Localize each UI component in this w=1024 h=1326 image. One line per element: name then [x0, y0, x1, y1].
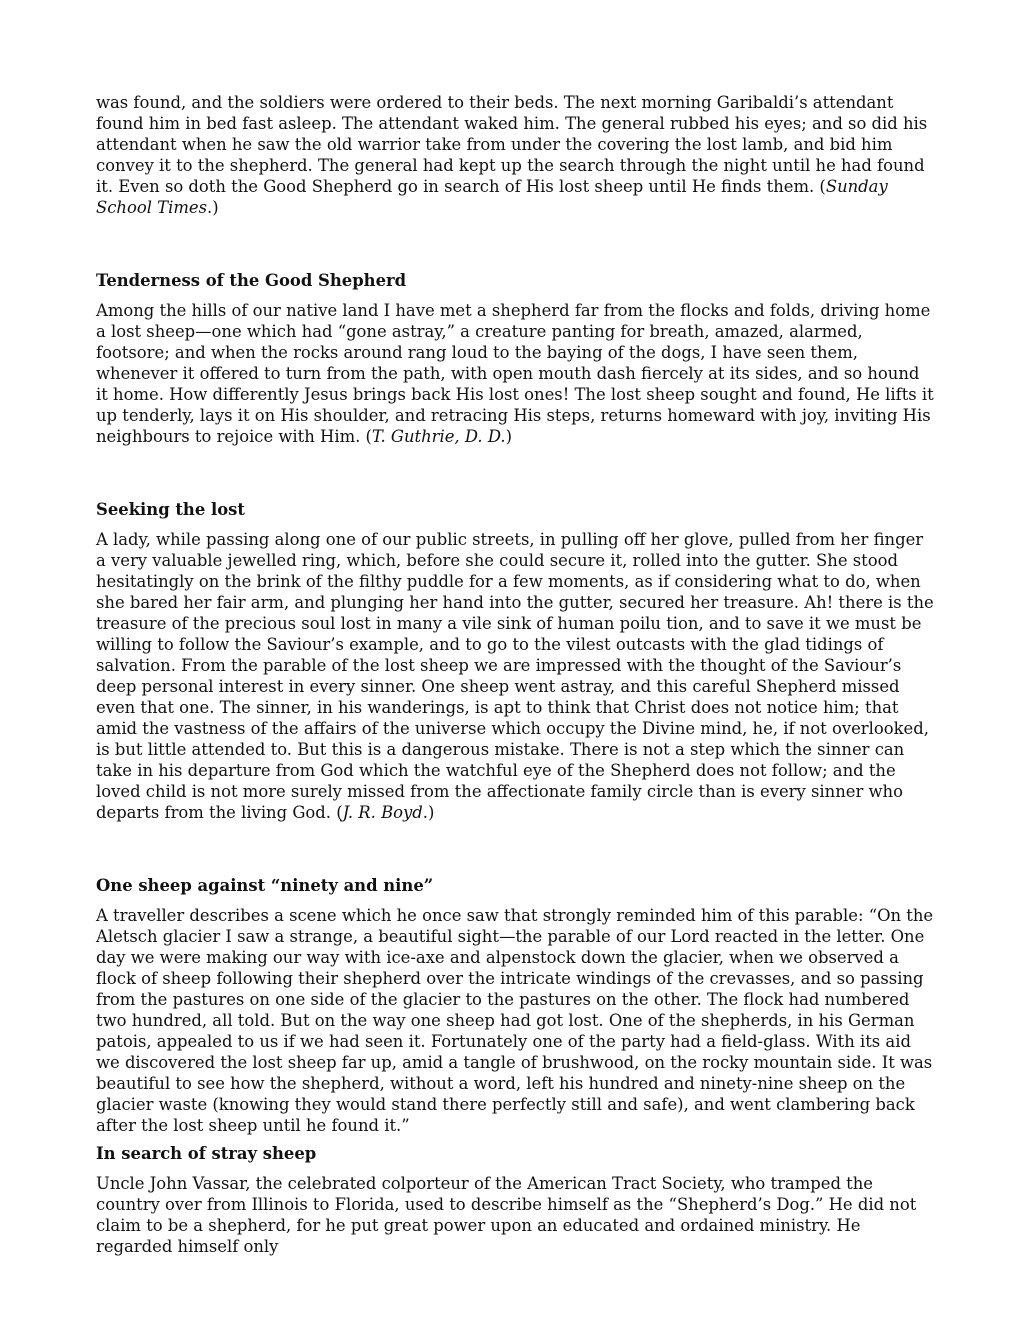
section-spacer — [96, 823, 936, 875]
section-spacer — [96, 447, 936, 499]
intro-close: .) — [206, 198, 219, 217]
section-close: .) — [422, 803, 435, 822]
section-one-sheep — [96, 875, 936, 1136]
section-stray-sheep — [96, 1143, 936, 1257]
section-text: Uncle John Vassar, the celebrated colporteur of the American Tract Society, who tramped the country over from Illinois to Florida, used to describe himself as the “Shepherd’s Dog.” He did not claim to be a shepherd, for he put great power upon an educated and ordained ministry. He regarded himself only — [96, 1174, 917, 1256]
intro-text: was found, and the soldiers were ordered to their beds. The next morning Garibaldi’s attendant found him in bed fast asleep. The attendant waked him. The general rubbed his eyes; and so did his attendant when he saw the old warrior take from under the covering the lost lamb, and bid him convey it to the shepherd. The general had kept up the search through the night until he had found it. Even so doth the Good Shepherd go in search of His lost sheep until He finds them. ( — [96, 93, 928, 196]
section-text: Among the hills of our native land I have met a shepherd far from the flocks and folds, driving home a lost sheep—one which had “gone astray,” a creature panting for breath, amazed, alarmed, footsore; and when the rocks around rang loud to the baying of the dogs, I have seen them, whenever it offered to turn from the path, with open mouth dash fiercely at its sides, and so hound it home. How differently Jesus brings back His lost ones! The lost sheep sought and found, He lifts it up tenderly, lays it on His shoulder, and retracing His steps, returns homeward with joy, inviting His neighbours to rejoice with Him. ( — [96, 301, 934, 446]
section-close: ) — [505, 427, 513, 446]
section-spacer — [96, 218, 936, 270]
section-heading: In search of stray sheep — [96, 1144, 317, 1163]
section-heading: Seeking the lost — [96, 500, 245, 519]
section-paragraph — [96, 300, 936, 447]
section-heading: Tenderness of the Good Shepherd — [96, 271, 407, 290]
section-tenderness — [96, 270, 936, 447]
section-paragraph — [96, 529, 936, 823]
section-heading: One sheep against “ninety and nine” — [96, 876, 434, 895]
section-citation: J. R. Boyd — [342, 803, 423, 822]
intro-citation: Sunday School Times — [96, 177, 888, 217]
section-text: A lady, while passing along one of our public streets, in pulling off her glove, pulled from her finger a very valuable jewelled ring, which, before she could secure it, rolled into the gutter. She stood hesitatingly on the brink of the filthy puddle for a few moments, as if considering what to do, when she bared her fair arm, and plunging her hand into the gutter, secured her treasure. Ah! there is the treasure of the precious soul lost in many a vile sink of human poilu tion, and to save it we must be willing to follow the Saviour’s example, and to go to the vilest outcasts with the glad tidings of salvation. From the parable of the lost sheep we are impressed with the thought of the Saviour’s deep personal interest in every sinner. One sheep went astray, and this careful Shepherd missed even that one. The sinner, in his wanderings, is apt to think that Christ does not notice him; that amid the vastness of the affairs of the universe which occupy the Divine mind, he, if not overlooked, is but little attended to. But this is a dangerous mistake. There is not a step which the sinner can take in his departure from God which the watchful eye of the Shepherd does not follow; and the loved child is not more surely missed from the affectionate family circle than is every sinner who departs from the living God. ( — [96, 530, 934, 822]
document-page — [96, 92, 936, 1257]
section-paragraph — [96, 1173, 936, 1257]
intro-paragraph — [96, 92, 936, 218]
section-spacer — [96, 1136, 936, 1143]
section-seeking-lost — [96, 499, 936, 823]
section-text: A traveller describes a scene which he once saw that strongly reminded him of this parable: “On the Aletsch glacier I saw a strange, a beautiful sight—the parable of our Lord reacted in the letter. One day we were making our way with ice-axe and alpenstock down the glacier, when we observed a flock of sheep following their shepherd over the intricate windings of the crevasses, and so passing from the pastures on one side of the glacier to the pastures on the other. The flock had numbered two hundred, all told. But on the way one sheep had got lost. One of the shepherds, in his German patois, appealed to us if we had seen it. Fortunately one of the party had a field-glass. With its aid we discovered the lost sheep far up, amid a tangle of brushwood, on the rocky mountain side. It was beautiful to see how the shepherd, without a word, left his hundred and ninety-nine sheep on the glacier waste (knowing they would stand there perfectly still and safe), and went clambering back after the lost sheep until he found it.” — [96, 906, 934, 1135]
section-citation: T. Guthrie, D. D. — [371, 427, 506, 446]
section-paragraph — [96, 905, 936, 1136]
